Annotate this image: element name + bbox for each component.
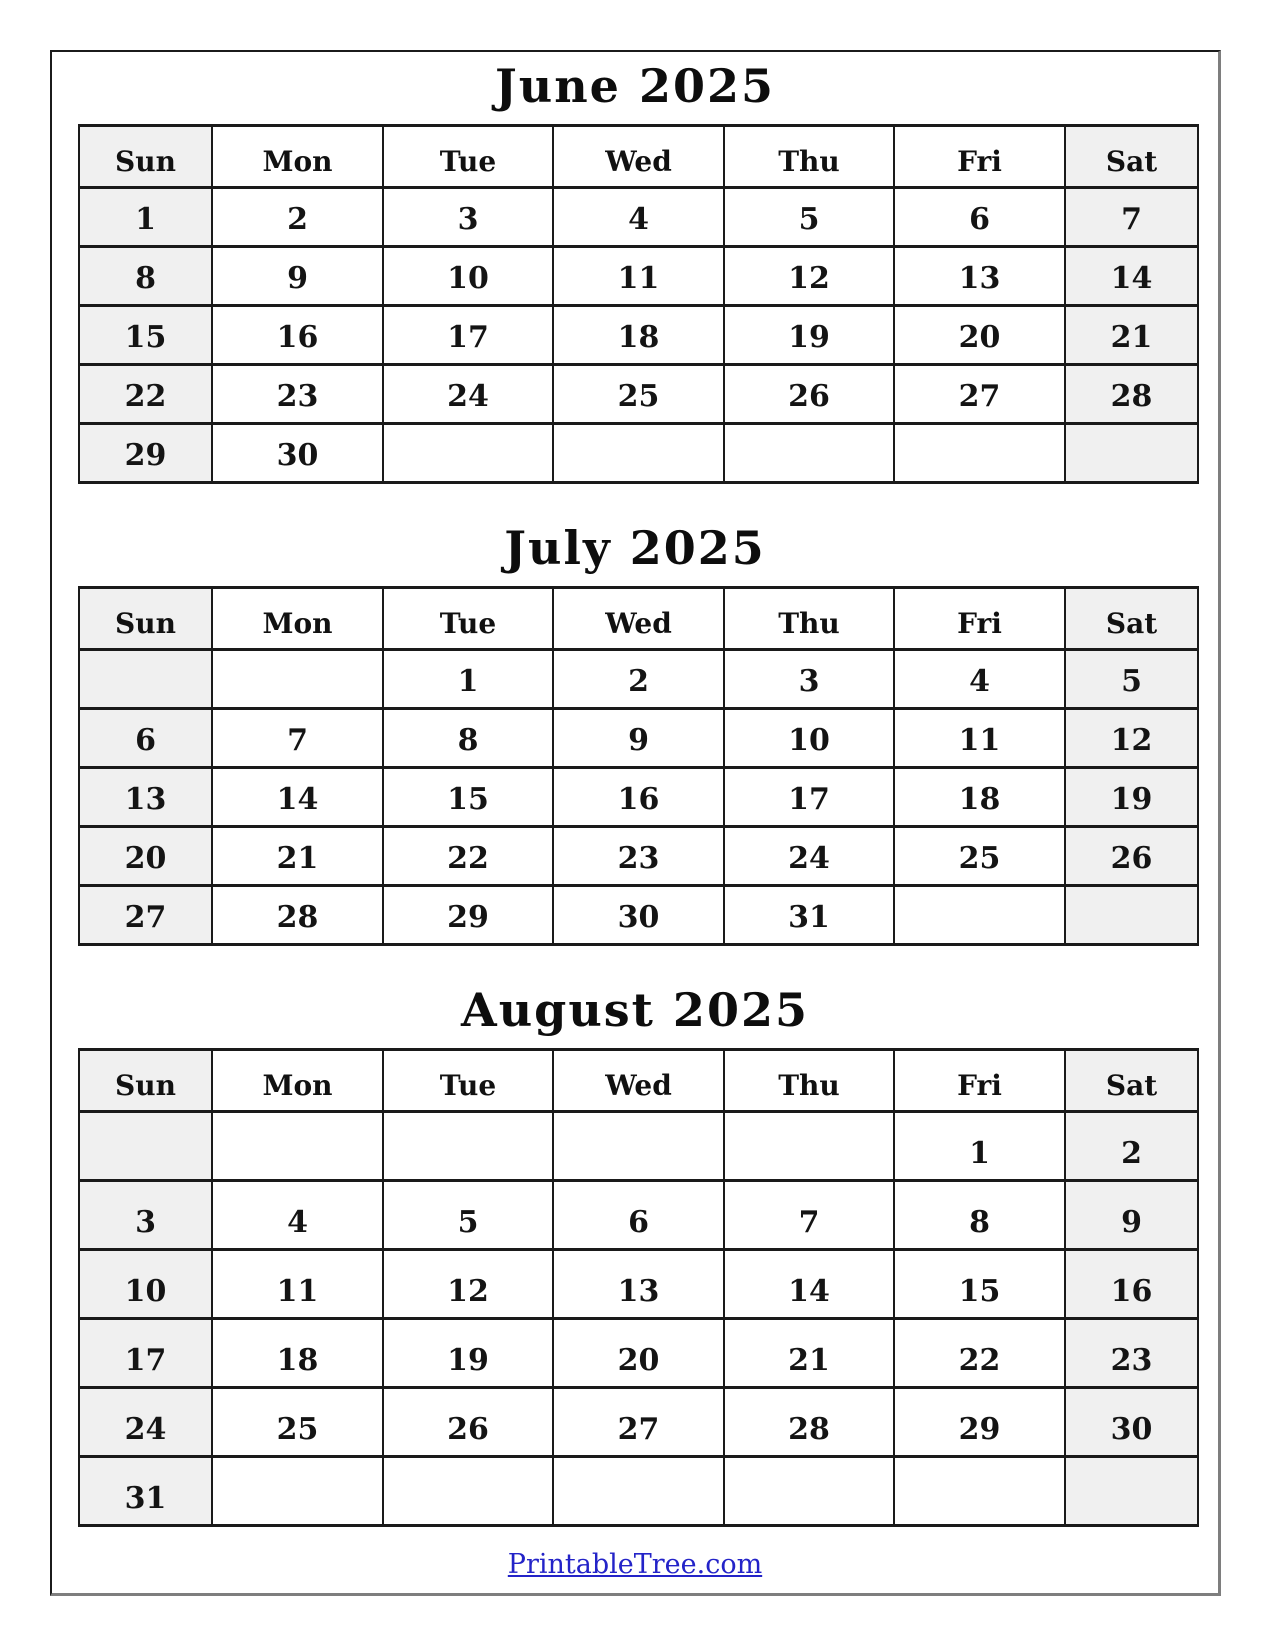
weekday-header-row (79, 126, 1198, 188)
week-row (79, 306, 1198, 365)
day-cell: 29 (894, 1388, 1065, 1457)
day-cell: 9 (1065, 1181, 1198, 1250)
weekday-label-sun: Sun (79, 1050, 212, 1112)
day-cell: 2 (1065, 1112, 1198, 1181)
empty-day-cell (894, 886, 1065, 945)
day-cell: 8 (79, 247, 212, 306)
day-cell: 10 (383, 247, 553, 306)
day-cell: 25 (553, 365, 724, 424)
week-row (79, 1319, 1198, 1388)
week-row (79, 650, 1198, 709)
day-cell: 27 (894, 365, 1065, 424)
month-title: August 2025 (461, 983, 809, 1037)
day-cell: 19 (724, 306, 894, 365)
day-cell: 9 (553, 709, 724, 768)
day-cell: 23 (1065, 1319, 1198, 1388)
day-cell: 2 (212, 188, 383, 247)
empty-day-cell (212, 650, 383, 709)
empty-day-cell (894, 424, 1065, 483)
empty-day-cell (553, 424, 724, 483)
weekday-label-tue: Tue (383, 1050, 553, 1112)
day-cell: 7 (1065, 188, 1198, 247)
day-cell: 10 (79, 1250, 212, 1319)
day-cell: 3 (383, 188, 553, 247)
empty-day-cell (212, 1112, 383, 1181)
week-row (79, 247, 1198, 306)
weekday-header-row (79, 1050, 1198, 1112)
month-table (78, 124, 1199, 484)
week-row (79, 768, 1198, 827)
day-cell: 20 (894, 306, 1065, 365)
day-cell: 15 (79, 306, 212, 365)
weekday-label-sat: Sat (1065, 588, 1198, 650)
empty-day-cell (212, 1457, 383, 1526)
day-cell: 21 (1065, 306, 1198, 365)
weekday-label-sat: Sat (1065, 1050, 1198, 1112)
week-row (79, 886, 1198, 945)
day-cell: 16 (212, 306, 383, 365)
week-row (79, 827, 1198, 886)
day-cell: 23 (212, 365, 383, 424)
day-cell: 10 (724, 709, 894, 768)
weekday-label-sun: Sun (79, 126, 212, 188)
day-cell: 15 (894, 1250, 1065, 1319)
empty-day-cell (724, 424, 894, 483)
day-cell: 26 (383, 1388, 553, 1457)
month-section (52, 520, 1218, 946)
weekday-label-mon: Mon (212, 126, 383, 188)
week-row (79, 424, 1198, 483)
day-cell: 20 (79, 827, 212, 886)
weekday-label-fri: Fri (894, 126, 1065, 188)
day-cell: 16 (1065, 1250, 1198, 1319)
empty-day-cell (383, 424, 553, 483)
week-row (79, 1181, 1198, 1250)
day-cell: 21 (724, 1319, 894, 1388)
day-cell: 27 (79, 886, 212, 945)
weekday-label-tue: Tue (383, 588, 553, 650)
day-cell: 27 (553, 1388, 724, 1457)
day-cell: 30 (1065, 1388, 1198, 1457)
weekday-label-thu: Thu (724, 1050, 894, 1112)
weekday-label-thu: Thu (724, 588, 894, 650)
day-cell: 18 (553, 306, 724, 365)
day-cell: 9 (212, 247, 383, 306)
day-cell: 5 (1065, 650, 1198, 709)
empty-day-cell (79, 650, 212, 709)
empty-day-cell (1065, 424, 1198, 483)
day-cell: 28 (724, 1388, 894, 1457)
day-cell: 28 (1065, 365, 1198, 424)
footer (52, 1549, 1218, 1580)
day-cell: 26 (724, 365, 894, 424)
day-cell: 3 (724, 650, 894, 709)
weekday-label-thu: Thu (724, 126, 894, 188)
week-row (79, 1457, 1198, 1526)
empty-day-cell (724, 1112, 894, 1181)
day-cell: 13 (553, 1250, 724, 1319)
day-cell: 14 (212, 768, 383, 827)
weekday-label-mon: Mon (212, 588, 383, 650)
empty-day-cell (894, 1457, 1065, 1526)
day-cell: 7 (212, 709, 383, 768)
day-cell: 31 (724, 886, 894, 945)
day-cell: 26 (1065, 827, 1198, 886)
week-row (79, 709, 1198, 768)
day-cell: 8 (894, 1181, 1065, 1250)
week-row (79, 1250, 1198, 1319)
weekday-label-wed: Wed (553, 588, 724, 650)
month-title: July 2025 (504, 521, 766, 575)
page-frame (50, 50, 1221, 1596)
day-cell: 6 (79, 709, 212, 768)
day-cell: 8 (383, 709, 553, 768)
month-grid (79, 188, 1198, 483)
day-cell: 5 (383, 1181, 553, 1250)
day-cell: 25 (212, 1388, 383, 1457)
weekday-label-sat: Sat (1065, 126, 1198, 188)
day-cell: 24 (724, 827, 894, 886)
day-cell: 17 (724, 768, 894, 827)
day-cell: 15 (383, 768, 553, 827)
months-container (52, 58, 1218, 1527)
footer-link[interactable]: PrintableTree.com (507, 1549, 763, 1580)
empty-day-cell (1065, 1457, 1198, 1526)
day-cell: 20 (553, 1319, 724, 1388)
month-section (52, 58, 1218, 484)
week-row (79, 188, 1198, 247)
weekday-label-mon: Mon (212, 1050, 383, 1112)
day-cell: 6 (553, 1181, 724, 1250)
day-cell: 13 (894, 247, 1065, 306)
day-cell: 30 (212, 424, 383, 483)
day-cell: 31 (79, 1457, 212, 1526)
day-cell: 19 (383, 1319, 553, 1388)
day-cell: 19 (1065, 768, 1198, 827)
weekday-label-sun: Sun (79, 588, 212, 650)
weekday-header-row (79, 588, 1198, 650)
day-cell: 11 (553, 247, 724, 306)
day-cell: 6 (894, 188, 1065, 247)
month-section (52, 982, 1218, 1527)
weekday-label-tue: Tue (383, 126, 553, 188)
day-cell: 29 (383, 886, 553, 945)
day-cell: 12 (383, 1250, 553, 1319)
day-cell: 1 (79, 188, 212, 247)
day-cell: 28 (212, 886, 383, 945)
day-cell: 18 (212, 1319, 383, 1388)
month-table (78, 1048, 1199, 1527)
weekday-label-fri: Fri (894, 588, 1065, 650)
day-cell: 17 (383, 306, 553, 365)
day-cell: 24 (79, 1388, 212, 1457)
day-cell: 3 (79, 1181, 212, 1250)
day-cell: 18 (894, 768, 1065, 827)
day-cell: 11 (212, 1250, 383, 1319)
empty-day-cell (383, 1112, 553, 1181)
empty-day-cell (1065, 886, 1198, 945)
day-cell: 5 (724, 188, 894, 247)
day-cell: 14 (1065, 247, 1198, 306)
day-cell: 25 (894, 827, 1065, 886)
empty-day-cell (383, 1457, 553, 1526)
day-cell: 17 (79, 1319, 212, 1388)
week-row (79, 1388, 1198, 1457)
empty-day-cell (553, 1457, 724, 1526)
day-cell: 24 (383, 365, 553, 424)
day-cell: 7 (724, 1181, 894, 1250)
day-cell: 12 (1065, 709, 1198, 768)
day-cell: 12 (724, 247, 894, 306)
day-cell: 29 (79, 424, 212, 483)
empty-day-cell (724, 1457, 894, 1526)
day-cell: 2 (553, 650, 724, 709)
day-cell: 4 (894, 650, 1065, 709)
day-cell: 22 (79, 365, 212, 424)
day-cell: 22 (383, 827, 553, 886)
day-cell: 4 (212, 1181, 383, 1250)
weekday-label-fri: Fri (894, 1050, 1065, 1112)
week-row (79, 1112, 1198, 1181)
month-title: June 2025 (495, 59, 775, 113)
day-cell: 14 (724, 1250, 894, 1319)
day-cell: 30 (553, 886, 724, 945)
day-cell: 21 (212, 827, 383, 886)
month-grid (79, 1112, 1198, 1526)
day-cell: 1 (894, 1112, 1065, 1181)
week-row (79, 365, 1198, 424)
month-table (78, 586, 1199, 946)
day-cell: 13 (79, 768, 212, 827)
day-cell: 1 (383, 650, 553, 709)
day-cell: 11 (894, 709, 1065, 768)
day-cell: 23 (553, 827, 724, 886)
day-cell: 22 (894, 1319, 1065, 1388)
empty-day-cell (79, 1112, 212, 1181)
day-cell: 16 (553, 768, 724, 827)
weekday-label-wed: Wed (553, 126, 724, 188)
empty-day-cell (553, 1112, 724, 1181)
month-grid (79, 650, 1198, 945)
weekday-label-wed: Wed (553, 1050, 724, 1112)
day-cell: 4 (553, 188, 724, 247)
